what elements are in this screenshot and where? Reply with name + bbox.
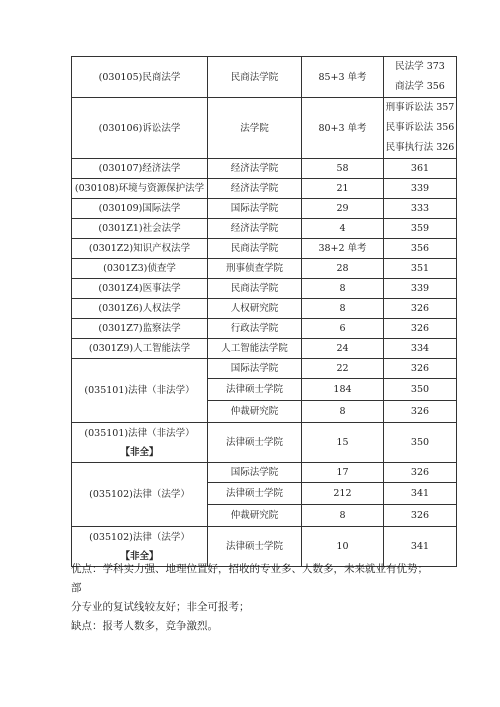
score-cell: [384, 159, 457, 179]
major-cell: [72, 299, 208, 319]
table-row: [72, 199, 457, 219]
quota-cell: 28: [302, 259, 384, 279]
score-line: 356: [410, 243, 430, 254]
table-row: [72, 239, 457, 259]
quota-cell: 38+2 单考: [302, 239, 384, 259]
major-name: (035101)法律（非法学）: [84, 427, 195, 439]
quota-cell: 21: [302, 179, 384, 199]
score-line: 326: [410, 323, 430, 334]
major-cell: [72, 179, 208, 199]
major-cell: [72, 219, 208, 239]
table-row: [72, 98, 457, 159]
score-cell: [384, 279, 457, 299]
score-cell: [384, 379, 457, 401]
table-row: [72, 159, 457, 179]
major-cell: [72, 339, 208, 359]
quota-cell: 85+3 单考: [302, 57, 384, 98]
score-line: 商法学 356: [395, 81, 445, 92]
table-row: [72, 279, 457, 299]
major-name: (0301Z2)知识产权法学: [88, 243, 191, 254]
score-line: 350: [410, 437, 430, 448]
score-cell: [384, 179, 457, 199]
major-name: (0301Z4)医事法学: [98, 283, 181, 294]
major-name: (030108)环境与资源保护法学: [74, 183, 205, 194]
score-line: 民法学 373: [395, 61, 445, 72]
score-line: 351: [410, 263, 430, 274]
major-cell: [72, 423, 208, 463]
college-cell: 刑事侦查学院: [208, 259, 302, 279]
score-line: 341: [410, 488, 430, 499]
score-cell: [384, 463, 457, 483]
college-cell: 法律硕士学院: [208, 423, 302, 463]
table-row: [72, 57, 457, 98]
score-line: 339: [410, 183, 430, 194]
college-cell: 国际法学院: [208, 463, 302, 483]
major-name: (0301Z7)监察法学: [98, 323, 181, 334]
major-cell: [72, 159, 208, 179]
score-cell: [384, 299, 457, 319]
score-cell: [384, 401, 457, 423]
score-line: 刑事诉讼法 357: [385, 102, 455, 113]
table-row: [72, 179, 457, 199]
major-cell: [72, 279, 208, 299]
college-cell: 民商法学院: [208, 239, 302, 259]
major-name: (035101)法律（非法学）: [84, 385, 195, 396]
score-cell: [384, 57, 457, 98]
score-cell: [384, 319, 457, 339]
score-cell: [384, 239, 457, 259]
score-line: 民事诉讼法 356: [385, 122, 455, 133]
score-cell: [384, 199, 457, 219]
score-cell: [384, 219, 457, 239]
table-row: [72, 259, 457, 279]
college-cell: 国际法学院: [208, 199, 302, 219]
score-cell: [384, 259, 457, 279]
college-cell: 经济法学院: [208, 179, 302, 199]
cons-line: 缺点：报考人数多，竞争激烈。: [71, 620, 218, 632]
score-line: 333: [410, 203, 430, 214]
score-cell: [384, 339, 457, 359]
major-cell: [72, 259, 208, 279]
score-line: 341: [410, 541, 430, 552]
score-cell: [384, 505, 457, 527]
major-cell: [72, 463, 208, 527]
major-name: (0301Z9)人工智能法学: [88, 343, 191, 354]
college-cell: 仲裁研究院: [208, 505, 302, 527]
quota-cell: 8: [302, 401, 384, 423]
college-cell: 法律硕士学院: [208, 483, 302, 505]
quota-cell: 22: [302, 359, 384, 379]
table-row: [72, 339, 457, 359]
score-line: 326: [410, 363, 430, 374]
college-cell: 民商法学院: [208, 279, 302, 299]
score-line: 326: [410, 406, 430, 417]
college-cell: 法律硕士学院: [208, 379, 302, 401]
score-cell: [384, 359, 457, 379]
quota-cell: 8: [302, 505, 384, 527]
part-time-tag: 【非全】: [120, 550, 159, 562]
major-name: (030105)民商法学: [98, 71, 181, 83]
college-cell: 国际法学院: [208, 359, 302, 379]
score-line: 339: [410, 283, 430, 294]
major-name: (030109)国际法学: [98, 203, 181, 214]
major-cell: [72, 98, 208, 159]
notes-section: [71, 560, 433, 636]
major-cell: [72, 319, 208, 339]
major-name: (0301Z6)人权法学: [98, 303, 181, 314]
college-cell: 人权研究院: [208, 299, 302, 319]
college-cell: 民商法学院: [208, 57, 302, 98]
college-cell: 行政法学院: [208, 319, 302, 339]
part-time-tag: 【非全】: [120, 446, 159, 458]
college-cell: 人工智能法学院: [208, 339, 302, 359]
score-cell: [384, 483, 457, 505]
table-row: [72, 463, 457, 483]
quota-cell: 15: [302, 423, 384, 463]
quota-cell: 8: [302, 299, 384, 319]
quota-cell: 184: [302, 379, 384, 401]
major-cell: [72, 359, 208, 423]
score-line: 民事执行法 326: [385, 142, 455, 153]
quota-cell: 6: [302, 319, 384, 339]
pros-line-1: 优点：学科实力强、地理位置好，招收的专业多、人数多，未来就业有优势；部: [71, 563, 428, 594]
score-line: 334: [410, 343, 430, 354]
major-cell: [72, 57, 208, 98]
quota-cell: 29: [302, 199, 384, 219]
major-cell: [72, 239, 208, 259]
score-line: 361: [410, 163, 430, 174]
quota-cell: 212: [302, 483, 384, 505]
quota-cell: 80+3 单考: [302, 98, 384, 159]
major-cell: [72, 199, 208, 219]
table-row: [72, 423, 457, 463]
college-cell: 经济法学院: [208, 219, 302, 239]
major-name: (035102)法律（法学）: [89, 489, 190, 500]
score-cell: [384, 423, 457, 463]
table-row: [72, 299, 457, 319]
score-line: 326: [410, 467, 430, 478]
quota-cell: 24: [302, 339, 384, 359]
major-name: (035102)法律（法学）: [89, 531, 190, 543]
score-line: 326: [410, 303, 430, 314]
table-row: [72, 319, 457, 339]
quota-cell: 10: [302, 527, 384, 567]
quota-cell: 8: [302, 279, 384, 299]
table-row: [72, 359, 457, 379]
college-cell: 仲裁研究院: [208, 401, 302, 423]
score-line: 359: [410, 223, 430, 234]
table-row: [72, 219, 457, 239]
major-name: (030107)经济法学: [98, 163, 181, 174]
major-name: (0301Z3)侦查学: [103, 263, 176, 274]
admission-table: [71, 56, 457, 567]
quota-cell: 17: [302, 463, 384, 483]
college-cell: 法律硕士学院: [208, 527, 302, 567]
score-line: 350: [410, 384, 430, 395]
quota-cell: 58: [302, 159, 384, 179]
college-cell: 法学院: [208, 98, 302, 159]
college-cell: 经济法学院: [208, 159, 302, 179]
quota-cell: 4: [302, 219, 384, 239]
score-cell: [384, 98, 457, 159]
score-line: 326: [410, 510, 430, 521]
pros-line-2: 分专业的复试线较友好；非全可报考；: [71, 601, 250, 613]
major-name: (0301Z1)社会法学: [98, 223, 181, 234]
major-name: (030106)诉讼法学: [98, 122, 181, 134]
